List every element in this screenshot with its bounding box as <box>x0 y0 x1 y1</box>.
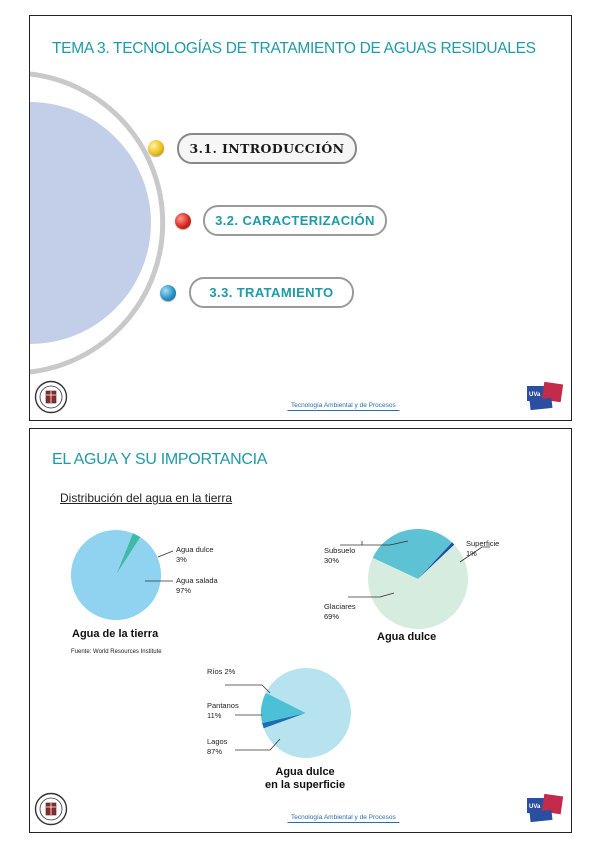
menu-item-introduccion[interactable] <box>177 133 357 164</box>
label-lagos: Lagos 87% <box>207 737 228 756</box>
slide-introduction <box>29 15 572 421</box>
chart-title-agua-tierra: Agua de la tierra <box>72 628 159 640</box>
menu-item-label: 3.1. INTRODUCCIÓN <box>189 141 345 156</box>
decorative-half-circle <box>30 102 151 344</box>
slide-title: TEMA 3. TECNOLOGÍAS DE TRATAMIENTO DE AGUAS RESIDUALES <box>52 40 536 57</box>
label-rios: Ríos 2% <box>207 667 236 676</box>
label-superficie: Superficie 1% <box>466 539 500 558</box>
menu-item-caracterizacion[interactable] <box>203 205 387 236</box>
menu-item-label: 3.3. TRATAMIENTO <box>209 285 334 300</box>
chart-title-agua-superficie: Agua dulce en la superficie <box>265 766 346 791</box>
slide-subtitle: Distribución del agua en la tierra <box>60 491 233 505</box>
university-seal-logo <box>34 380 68 414</box>
university-seal-logo <box>34 792 68 826</box>
uva-logo-text: UVa <box>529 804 541 810</box>
bullet-blue-icon <box>160 285 176 301</box>
slide-footer: Tecnología Ambiental y de Procesos <box>287 402 400 411</box>
chart-title-agua-dulce: Agua dulce <box>377 631 437 643</box>
bullet-red-icon <box>175 213 191 229</box>
source-note: Fuente: World Resources Institute <box>71 649 162 655</box>
label-agua-dulce: Agua dulce 3% <box>176 545 214 564</box>
slide-agua-importancia <box>29 428 572 833</box>
uva-logo-text: UVa <box>529 392 541 398</box>
leader-line <box>158 551 173 557</box>
pie-slice-agua-salada <box>71 530 161 620</box>
label-subsuelo: Subsuelo 30% <box>324 546 356 565</box>
leader-line <box>225 685 270 693</box>
uva-logo <box>526 794 564 824</box>
label-agua-salada: Agua salada 97% <box>176 576 218 595</box>
slide-title: EL AGUA Y SU IMPORTANCIA <box>52 451 268 468</box>
menu-item-tratamiento[interactable] <box>189 277 354 308</box>
label-glaciares: Glaciares 69% <box>324 602 356 621</box>
bullet-yellow-icon <box>148 140 164 156</box>
label-pantanos: Pantanos 11% <box>207 701 239 720</box>
slide-footer: Tecnología Ambiental y de Procesos <box>287 814 400 823</box>
menu-item-label: 3.2. CARACTERIZACIÓN <box>215 213 375 228</box>
uva-logo <box>526 382 564 412</box>
